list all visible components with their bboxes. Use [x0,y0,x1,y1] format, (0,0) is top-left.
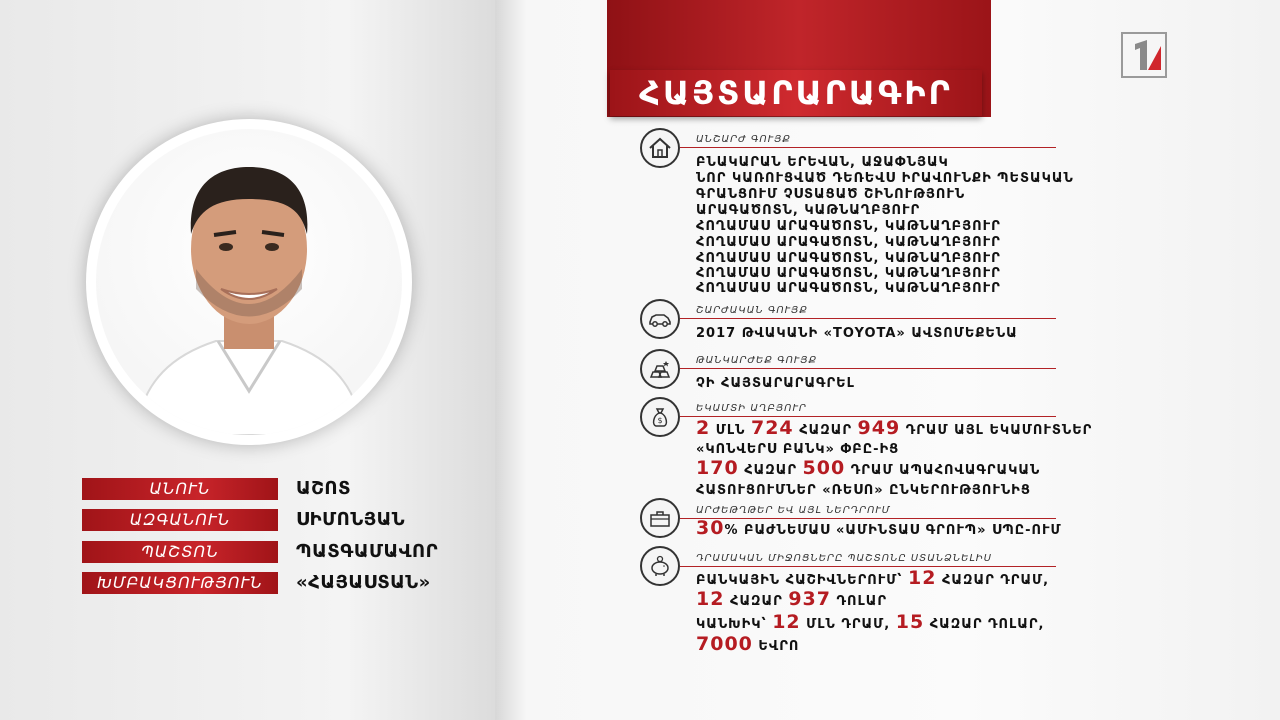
bank-dram: 12 [907,567,937,589]
cash-line-2 [696,588,888,610]
person-illustration [96,129,402,435]
unit-text: ՀԱԶԱՐ [799,423,852,438]
cash-label: ԴՐԱՄԱԿԱՆ ՄԻՋՈՑՆԵՐԸ ՊԱՇՏՈՆԸ ՍՏԱՆՁՆԵԼԻՍ [696,553,993,564]
gold-bars-icon [640,349,680,389]
income-line-3 [696,457,1041,479]
portrait-photo [96,129,402,435]
divider [680,147,1056,148]
cash-line-3 [696,611,1045,633]
unit-text: ՀԱԶԱՐ [744,463,798,478]
real-estate-line: ՀՈՂԱՄԱՍ ԱՐԱԳԱԾՈՏՆ, ԿԱԹՆԱՂԲՅՈՒՐ [696,235,1001,250]
unit-text: ՄԼՆ ԴՐԱՄ, [806,617,891,632]
movable-label: ՇԱՐԺԱԿԱՆ ԳՈՒՅՔ [696,305,808,316]
faction-value: «ՀԱՅԱՍՏԱՆ» [296,572,431,593]
portrait-frame [86,119,412,445]
income-line-4: ՀԱՏՈՒՑՈՒՄՆԵՐ «ՌԵՍՈ» ԸՆԿԵՐՈՒԹՅՈՒՆԻՑ [696,483,1031,498]
income-line-1 [696,417,1093,439]
valuables-line: ՉԻ ՀԱՅՏԱՐԱՐԱԳՐԵԼ [696,376,855,391]
divider [680,318,1056,319]
unit-text: % ԲԱԺՆԵՄԱՍ «ԱՄԻՆՏԱՍ ԳՐՈՒՊ» ՍՊԸ-ՈՒՄ [724,523,1062,538]
cash-line-1 [696,567,1050,589]
real-estate-label: ԱՆՇԱՐԺ ԳՈՒՅՔ [696,134,791,145]
real-estate-line: ԳՐԱՆՑՈՒՄ ՉՍՏԱՑԱԾ ՇԻՆՈՒԹՅՈՒՆ [696,187,966,202]
unit-text: ԴՈԼԱՐ [836,594,888,609]
income-units: 949 [857,417,901,439]
car-icon [640,299,680,339]
unit-text: ՄԼՆ [715,423,746,438]
cash-dram: 12 [772,611,801,633]
real-estate-line: ՀՈՂԱՄԱՍ ԱՐԱԳԱԾՈՏՆ, ԿԱԹՆԱՂԲՅՈՒՐ [696,281,1001,296]
insurance-units: 500 [802,457,846,479]
unit-text: ԲԱՆԿԱՅԻՆ ՀԱՇԻՎՆԵՐՈՒՄ՝ [696,573,903,588]
page-title: ՀԱՅՏԱՐԱՐԱԳԻՐ [610,70,982,116]
divider [680,518,1056,519]
cash-line-4 [696,633,800,655]
divider [680,566,1056,567]
unit-text: ՀԱԶԱՐ [729,594,783,609]
real-estate-line: ՀՈՂԱՄԱՍ ԱՐԱԳԱԾՈՏՆ, ԿԱԹՆԱՂԲՅՈՒՐ [696,266,1001,281]
briefcase-icon [640,498,680,538]
income-millions: 2 [696,417,711,439]
first-name-label: ԱՆՈՒՆ [82,478,278,500]
securities-label: ԱՐԺԵԹՂԹԵՐ ԵՎ ԱՅԼ ՆԵՐԴՐՈՒՄ [696,505,891,516]
unit-text: ՀԱԶԱՐ ԴՈԼԱՐ, [929,617,1045,632]
unit-text: ԴՐԱՄ ԱՊԱՀՈՎԱԳՐԱԿԱՆ [850,463,1041,478]
unit-text: ԿԱՆԽԻԿ՝ [696,617,767,632]
valuables-label: ԹԱՆԿԱՐԺԵՔ ԳՈՒՅՔ [696,355,818,366]
position-label: ՊԱՇՏՈՆ [82,541,278,563]
unit-text: ՀԱԶԱՐ ԴՐԱՄ, [941,573,1050,588]
real-estate-line: ԱՐԱԳԱԾՈՏՆ, ԿԱԹՆԱՂԲՅՈՒՐ [696,203,921,218]
income-line-2: «ԿՈՆՎԵՐՍ ԲԱՆԿ» ՓԲԸ-ԻՑ [696,442,900,457]
money-bag-icon [640,397,680,437]
income-label: ԵԿԱՄՏԻ ԱՂԲՅՈՒՐ [696,403,807,414]
last-name-label: ԱԶԳԱՆՈՒՆ [82,509,278,531]
piggy-bank-icon [640,546,680,586]
bank-usd-thousands: 12 [696,588,725,610]
svg-text:$: $ [657,416,663,425]
real-estate-line: ՆՈՐ ԿԱՌՈՒՑՎԱԾ ԴԵՌԵՎՍ ԻՐԱՎՈՒՆՔԻ ՊԵՏԱԿԱՆ [696,171,1074,186]
real-estate-line: ՀՈՂԱՄԱՍ ԱՐԱԳԱԾՈՏՆ, ԿԱԹՆԱՂԲՅՈՒՐ [696,251,1001,266]
movable-line: 2017 ԹՎԱԿԱՆԻ «TOYOTA» ԱՎՏՈՄԵՔԵՆԱ [696,326,1018,341]
faction-label: ԽՄԲԱԿՑՈՒԹՅՈՒՆ [82,572,278,594]
cash-eur: 7000 [696,633,753,655]
real-estate-line: ՀՈՂԱՄԱՍ ԱՐԱԳԱԾՈՏՆ, ԿԱԹՆԱՂԲՅՈՒՐ [696,219,1001,234]
house-icon [640,128,680,168]
channel-logo-icon [1121,32,1167,78]
position-value: ՊԱՏԳԱՄԱՎՈՐ [296,541,439,562]
insurance-thousands: 170 [696,457,739,479]
unit-text: ԴՐԱՄ ԱՅԼ ԵԿԱՄՈՒՏՆԵՐ [905,423,1093,438]
divider [680,368,1056,369]
bank-usd-units: 937 [788,588,831,610]
unit-text: ԵՎՐՈ [758,639,800,654]
cash-usd: 15 [895,611,925,633]
securities-line [696,517,1062,539]
first-name-value: ԱՇՈՏ [296,478,352,499]
real-estate-line: ԲՆԱԿԱՐԱՆ ԵՐԵՎԱՆ, ԱՋԱՓՆՅԱԿ [696,155,949,170]
income-thousands: 724 [750,417,794,439]
share-percent: 30 [696,517,725,539]
last-name-value: ՍԻՄՈՆՅԱՆ [296,509,406,530]
